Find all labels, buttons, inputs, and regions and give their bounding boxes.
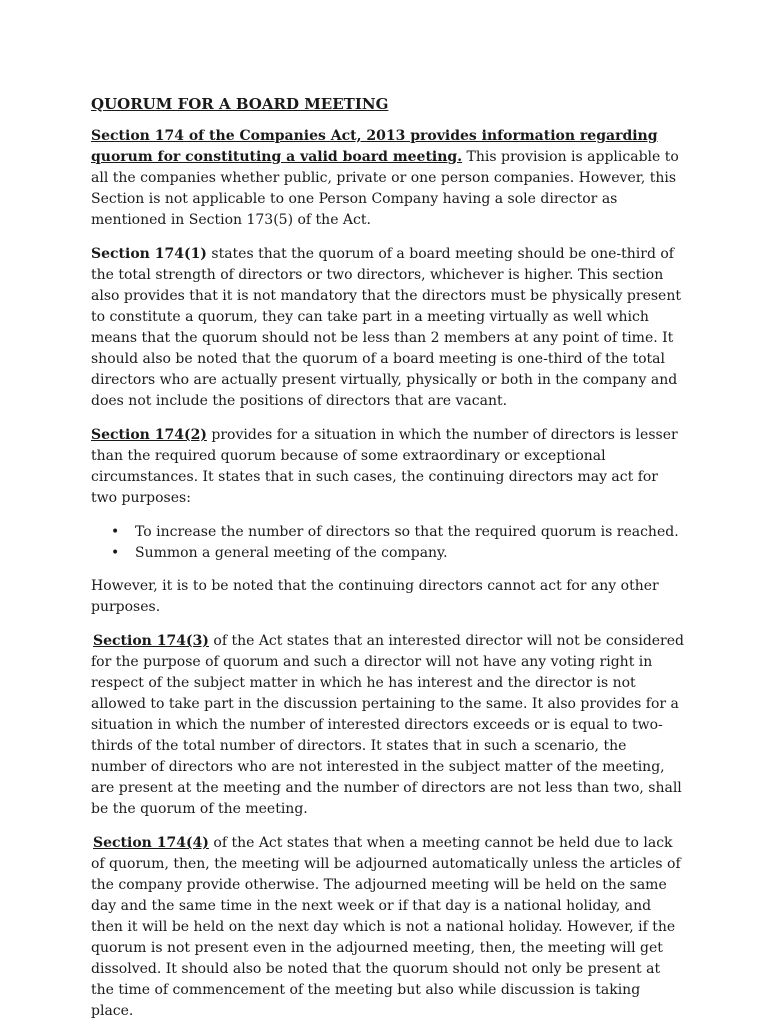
list-item	[111, 543, 686, 564]
section-174-2-text: provides for a situation in which the number of directors is lesser than the required quorum because of some extraordinary or exceptional circumstances. It states that in such cases, the continuing directors may act for two purposes:	[91, 427, 678, 506]
list-item	[111, 522, 686, 543]
intro-paragraph	[91, 126, 686, 231]
section-174-4-text: of the Act states that when a meeting cannot be held due to lack of quorum, then, the meeting will be adjourned automatically unless the articles of the company provide otherwise. The adjourned meeting will be held on the same day and the same time in the next week or if that day is a national holiday, and then it will be held on the next day which is not a national holiday. However, if the quorum is not present even in the adjourned meeting, then, the meeting will get dissolved. It should also be noted that the quorum should not only be present at the time of commencement of the meeting but also while discussion is taking place.	[91, 835, 681, 1019]
list-item-text: To increase the number of directors so that the required quorum is reached.	[135, 524, 679, 540]
continuing-directors-paragraph: However, it is to be noted that the continuing directors cannot act for any other purposes.	[91, 578, 659, 615]
bullet-icon: •	[111, 524, 120, 540]
section-174-1-paragraph	[91, 244, 686, 412]
section-174-4-label: Section 174(4)	[93, 835, 209, 851]
list-item-text: Summon a general meeting of the company.	[135, 545, 448, 561]
intro-lead: Section 174 of the Companies Act, 2013 provides information regarding quorum for constituting a valid board meeting.	[91, 128, 658, 165]
section-174-2-label: Section 174(2)	[91, 427, 207, 443]
document-body	[91, 92, 686, 1035]
purposes-list	[91, 522, 686, 564]
intro-text: This provision is applicable to all the companies whether public, private or one person companies. However, this Section is not applicable to one Person Company having a sole director as mentioned in Section 173(5) of the Act.	[91, 149, 679, 228]
section-174-3-label: Section 174(3)	[93, 633, 209, 649]
section-174-3-paragraph	[91, 631, 686, 820]
bullet-icon: •	[111, 545, 120, 561]
section-174-1-label: Section 174(1)	[91, 246, 207, 262]
section-174-3-text: of the Act states that an interested director will not be considered for the purpose of quorum and such a director will not have any voting right in respect of the subject matter in which he has interest and the director is not allowed to take part in the discussion pertaining to the same. It also provides for a situation in which the number of interested directors exceeds or is equal to two-thirds of the total number of directors. It states that in such a scenario, the number of directors who are not interested in the subject matter of the meeting, are present at the meeting and the number of directors are not less than two, shall be the quorum of the meeting.	[91, 633, 685, 817]
document-title: QUORUM FOR A BOARD MEETING	[91, 95, 389, 113]
section-174-2-paragraph	[91, 425, 686, 509]
section-174-4-paragraph	[91, 833, 686, 1022]
section-174-1-text: states that the quorum of a board meeting should be one-third of the total strength of directors or two directors, whichever is higher. This section also provides that it is not mandatory that the directors must be physically present to constitute a quorum, they can take part in a meeting virtually as well which means that the quorum should not be less than 2 members at any point of time. It should also be noted that the quorum of a board meeting is one-third of the total directors who are actually present virtually, physically or both in the company and does not include the positions of directors that are vacant.	[91, 246, 681, 409]
